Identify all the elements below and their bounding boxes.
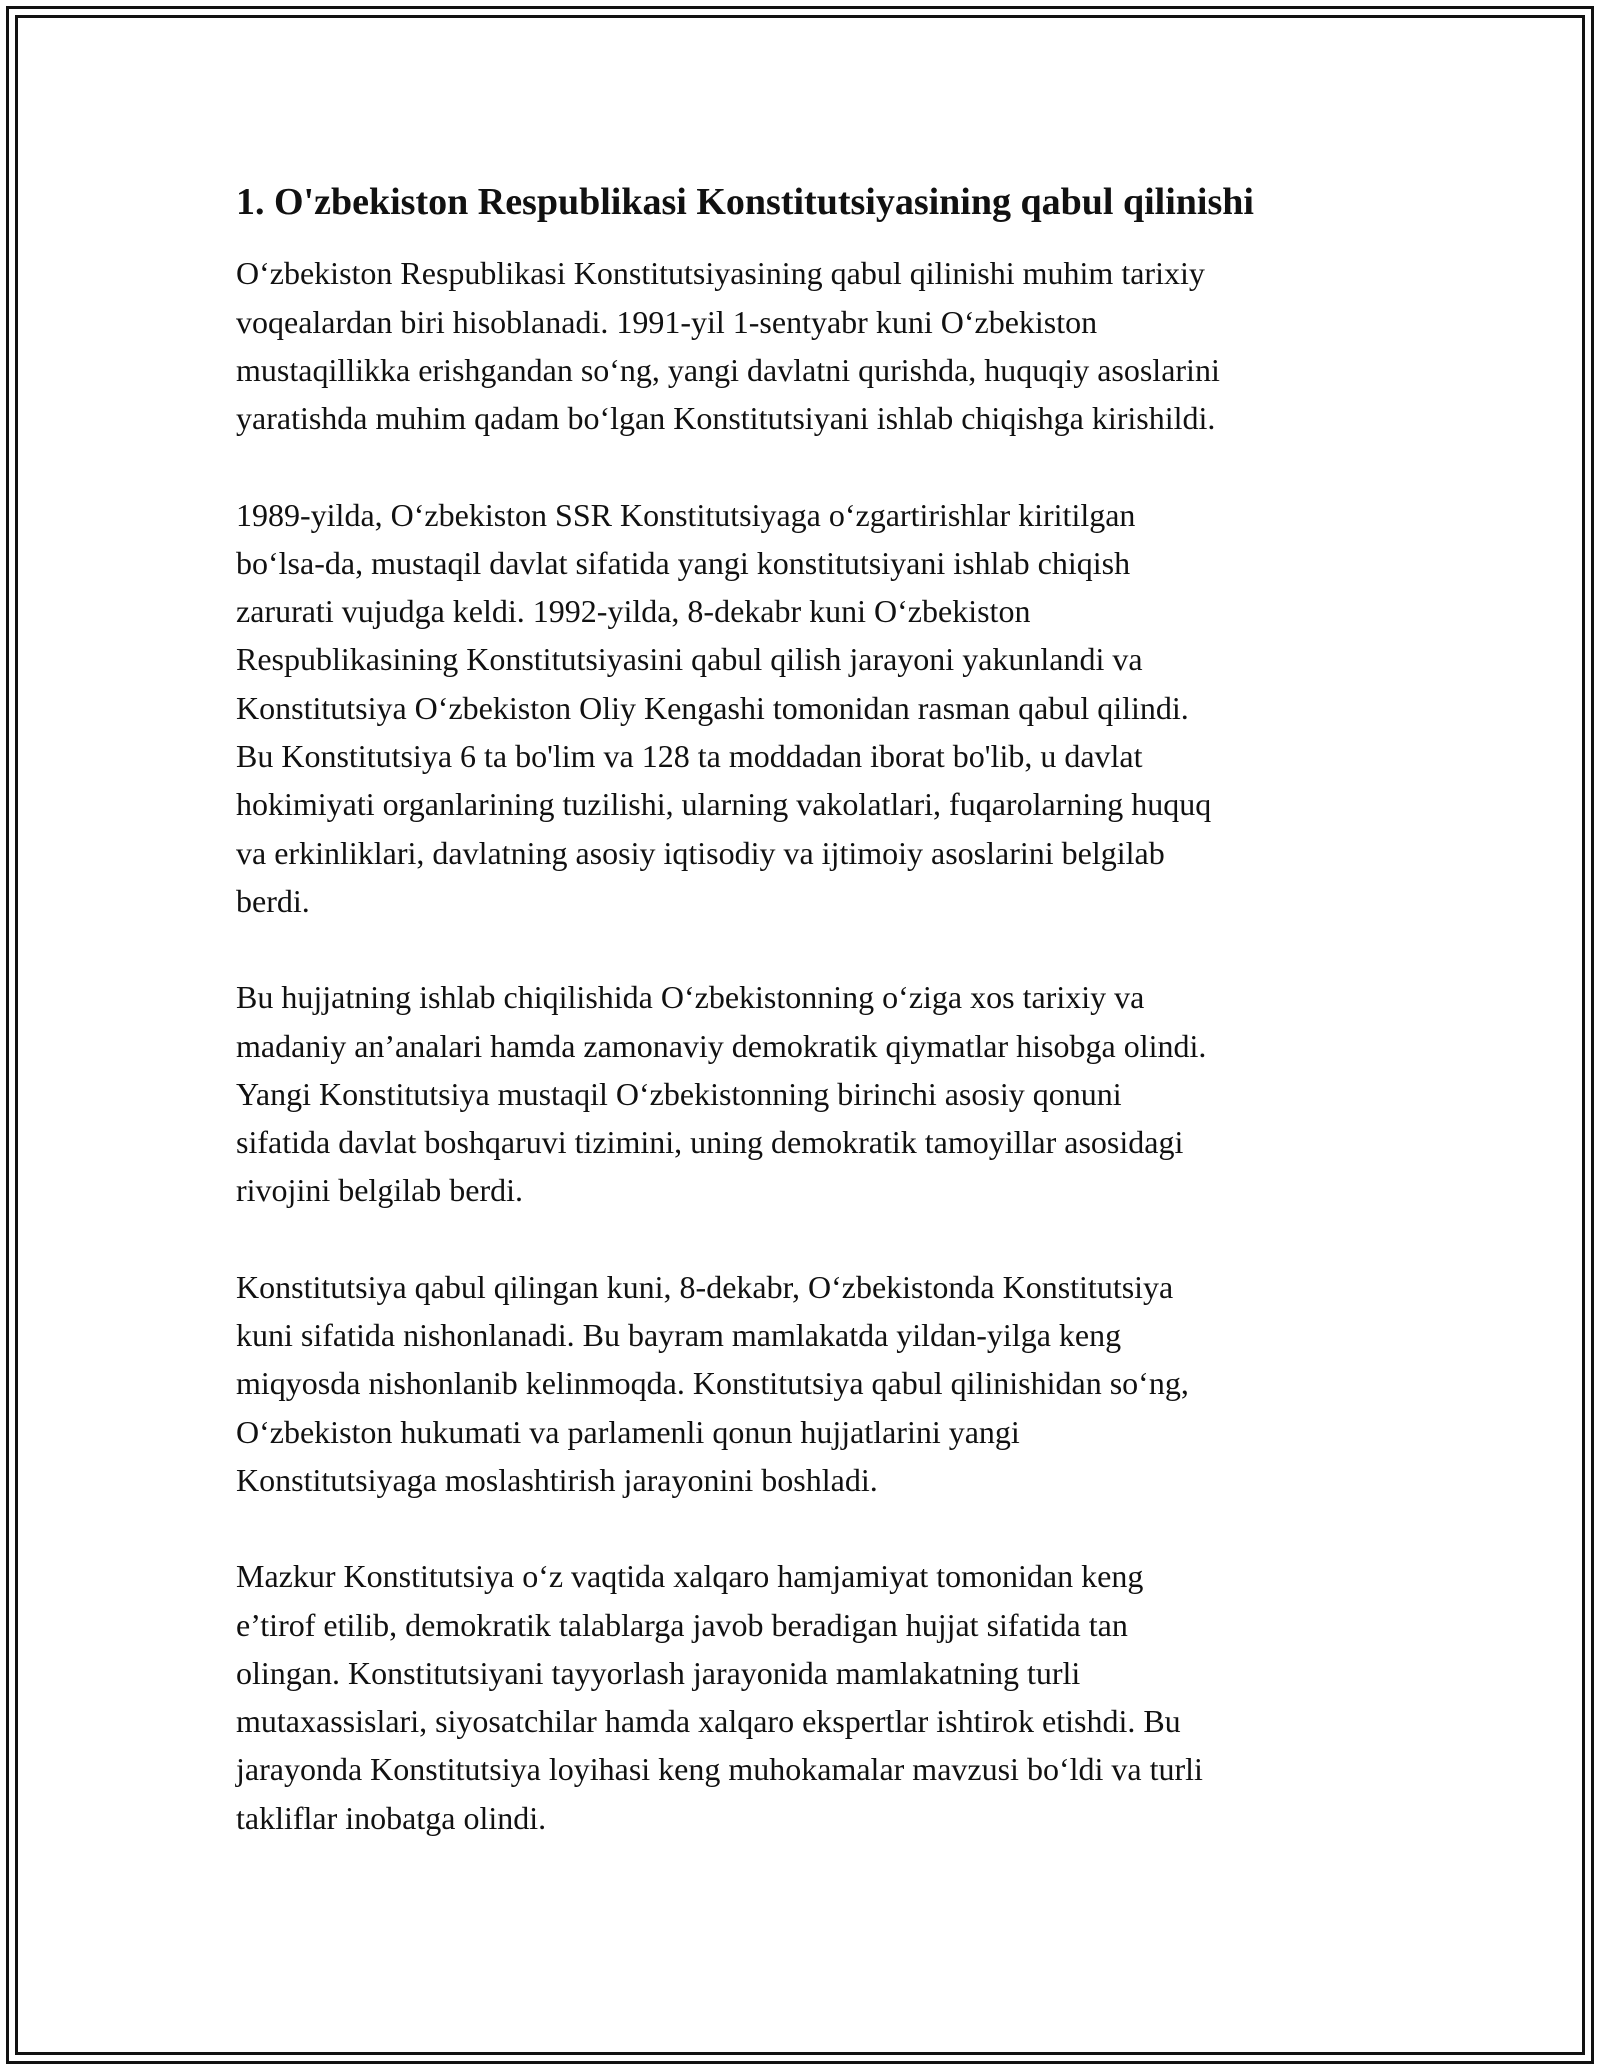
paragraph-2 [236, 491, 1366, 926]
paragraph-3 [236, 973, 1366, 1214]
text-line: olingan. Konstitutsiyani tayyorlash jarayonida mamlakatning turli [236, 1654, 1081, 1691]
text-line: va erkinliklari, davlatning asosiy iqtisodiy va ijtimoiy asoslarini belgilab [236, 834, 1165, 871]
text-line: mutaxassislari, siyosatchilar hamda xalqaro ekspertlar ishtirok etishdi. Bu [236, 1703, 1181, 1740]
text-line: Bu hujjatning ishlab chiqilishida O‘zbekistonning o‘ziga xos tarixiy va [236, 979, 1145, 1016]
text-line: kuni sifatida nishonlanadi. Bu bayram mamlakatda yildan-yilga keng [236, 1317, 1122, 1354]
text-line: mustaqillikka erishgandan so‘ng, yangi davlatni qurishda, huquqiy asoslarini [236, 351, 1220, 388]
text-line: hokimiyati organlarining tuzilishi, ularning vakolatlari, fuqarolarning huquq [236, 786, 1212, 823]
text-line: Respublikasining Konstitutsiyasini qabul qilish jarayoni yakunlandi va [236, 641, 1143, 678]
text-line: jarayonda Konstitutsiya loyihasi keng muhokamalar mavzusi bo‘ldi va turli [236, 1751, 1203, 1788]
text-line: zarurati vujudga keldi. 1992-yilda, 8-dekabr kuni O‘zbekiston [236, 593, 1031, 630]
text-line: O‘zbekiston Respublikasi Konstitutsiyasining qabul qilinishi muhim tarixiy [236, 255, 1205, 292]
text-line: berdi. [236, 882, 310, 919]
text-line: rivojini belgilab berdi. [236, 1172, 524, 1209]
text-line: voqealardan biri hisoblanadi. 1991-yil 1-sentyabr kuni O‘zbekiston [236, 303, 1098, 340]
text-line: O‘zbekiston hukumati va parlamenli qonun hujjatlarini yangi [236, 1413, 1020, 1450]
text-line: Bu Konstitutsiya 6 ta bo'lim va 128 ta moddadan iborat bo'lib, u davlat [236, 738, 1143, 775]
text-line: Mazkur Konstitutsiya o‘z vaqtida xalqaro hamjamiyat tomonidan keng [236, 1558, 1144, 1595]
text-line: bo‘lsa-da, mustaqil davlat sifatida yangi konstitutsiyani ishlab chiqish [236, 544, 1131, 581]
text-line: Yangi Konstitutsiya mustaqil O‘zbekistonning birinchi asosiy qonuni [236, 1075, 1122, 1112]
text-line: takliflar inobatga olindi. [236, 1799, 547, 1836]
text-line: e’tirof etilib, demokratik talablarga javob beradigan hujjat sifatida tan [236, 1606, 1128, 1643]
paragraph-5 [236, 1552, 1366, 1842]
text-line: madaniy an’analari hamda zamonaviy demokratik qiymatlar hisobga olindi. [236, 1027, 1207, 1064]
text-line: Konstitutsiya qabul qilingan kuni, 8-dekabr, O‘zbekistonda Konstitutsiya [236, 1268, 1174, 1305]
document-body [236, 178, 1376, 1890]
document-title: 1. O'zbekiston Respublikasi Konstitutsiyasining qabul qilinishi [236, 181, 1254, 223]
text-line: miqyosda nishonlanib kelinmoqda. Konstitutsiya qabul qilinishidan so‘ng, [236, 1365, 1189, 1402]
text-line: Konstitutsiya O‘zbekiston Oliy Kengashi tomonidan rasman qabul qilindi. [236, 689, 1189, 726]
text-line: 1989-yilda, O‘zbekiston SSR Konstitutsiyaga o‘zgartirishlar kiritilgan [236, 496, 1136, 533]
text-line: Konstitutsiyaga moslashtirish jarayonini boshladi. [236, 1461, 878, 1498]
paragraph-4 [236, 1263, 1366, 1504]
paragraph-1 [236, 249, 1366, 442]
text-line: sifatida davlat boshqaruvi tizimini, uning demokratik tamoyillar asosidagi [236, 1124, 1184, 1161]
text-line: yaratishda muhim qadam bo‘lgan Konstitutsiyani ishlab chiqishga kirishildi. [236, 400, 1216, 437]
